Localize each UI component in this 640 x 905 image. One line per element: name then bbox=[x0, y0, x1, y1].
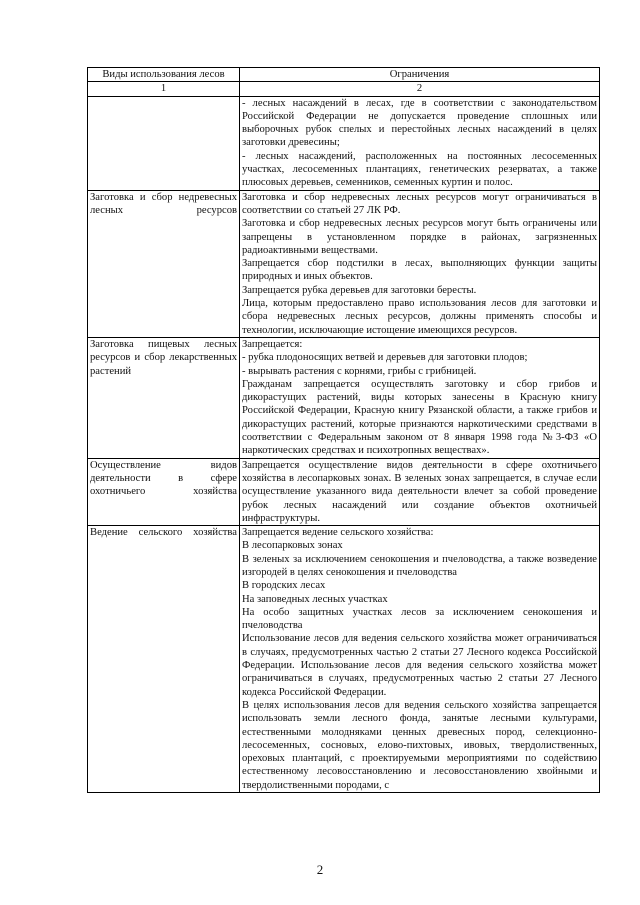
use-type-label: Осуществление видов деятельности в сфере охотничьего хозяйства bbox=[90, 459, 237, 498]
row-restrictions bbox=[240, 190, 600, 337]
table-row bbox=[88, 96, 600, 190]
table-header-row bbox=[88, 68, 600, 82]
page-number: 2 bbox=[316, 862, 324, 877]
paragraph: В зеленых за исключением сенокошения и пчеловодства, а также возведение изгородей в целях сенокошения и пчеловодства bbox=[242, 553, 597, 578]
column-number-row bbox=[88, 82, 600, 96]
row-use-type bbox=[88, 337, 240, 458]
row-use-type bbox=[88, 458, 240, 525]
row-restrictions bbox=[240, 96, 600, 190]
row-restrictions bbox=[240, 458, 600, 525]
row-restrictions bbox=[240, 526, 600, 793]
row-use-type bbox=[88, 96, 240, 190]
table-row bbox=[88, 337, 600, 458]
use-type-label: Заготовка пищевых лесных ресурсов и сбор лекарственных растений bbox=[90, 338, 237, 377]
paragraph: Гражданам запрещается осуществлять заготовку и сбор грибов и дикорастущих растений, виды которых занесены в Красную книгу Российской Федерации, Красную книгу Рязанской области, а также грибов и дикорастущих растений, которые признаются наркотическими средствами в соответствии с Федеральным законом от 8 января 1998 года №3-ФЗ «О наркотических средствах и психотропных веществах». bbox=[242, 378, 597, 457]
paragraph: На особо защитных участках лесов за исключением сенокошения и пчеловодства bbox=[242, 606, 597, 632]
paragraph: - вырывать растения с корнями, грибы с грибницей. bbox=[242, 365, 477, 377]
paragraph: На заповедных лесных участках bbox=[242, 593, 388, 605]
header-forest-use-types: Виды использования лесов bbox=[88, 68, 240, 82]
use-type-label: Заготовка и сбор недревесных лесных ресурсов bbox=[90, 191, 237, 216]
column-number-2: 2 bbox=[240, 82, 600, 96]
table-row bbox=[88, 458, 600, 525]
paragraph: Запрещается сбор подстилки в лесах, выполняющих функции защиты природных и иных объектов. bbox=[242, 258, 597, 283]
use-type-label: Ведение сельского хозяйства bbox=[90, 527, 237, 539]
paragraph: - лесных насаждений, расположенных на постоянных лесосеменных участках, лесосеменных плантациях, генетических резерватах, а также плюсовых деревьев, семенников, семенных куртин и полос. bbox=[242, 150, 597, 189]
paragraph: - лесных насаждений в лесах, где в соответствии с законодательством Российской Федерации не допускается проведение сплошных или выборочных рубок спелых и перестойных лесных насаждений в целях заготовки древесины; bbox=[242, 97, 597, 149]
paragraph: Заготовка и сбор недревесных лесных ресурсов могут ограничиваться в соответствии со статьей 27 ЛК РФ. bbox=[242, 191, 597, 216]
paragraph: Запрещается: bbox=[242, 338, 303, 350]
header-restrictions: Ограничения bbox=[240, 68, 600, 82]
paragraph: Запрещается ведение сельского хозяйства: bbox=[242, 527, 434, 539]
row-restrictions bbox=[240, 337, 600, 458]
table-row bbox=[88, 526, 600, 793]
paragraph: Заготовка и сбор недревесных лесных ресурсов могут быть ограничены или запрещены в установленном порядке в районах, загрязненных радиоактивными веществами. bbox=[242, 218, 597, 256]
column-number-1: 1 bbox=[88, 82, 240, 96]
paragraph: Лица, которым предоставлено право использования лесов для заготовки и сбора недревесных лесных ресурсов, должны применять способы и технологии, исключающие истощение имеющихся ресурсов. bbox=[242, 298, 597, 336]
paragraph: В целях использования лесов для ведения сельского хозяйства запрещается использовать земли лесного фонда, занятые лесными культурами, естественными молодняками ценных древесных пород, селекционно-лесосеменных, сосновых, елово-пихтовых, ивовых, твердолиственных, ореховых плантаций, с проектируемыми мероприятиями по содействию естественному лесовосстановлению и лесовосстановлению хвойными и твердолиственными породами, с bbox=[242, 699, 597, 791]
paragraph: - рубка плодоносящих ветвей и деревьев для заготовки плодов; bbox=[242, 352, 528, 364]
paragraph: Запрещается осуществление видов деятельности в сфере охотничьего хозяйства в лесопарковых зонах. В зеленых зонах запрещается, в случае если осуществление указанного вида деятельности влечет за собой проведение рубок лесных насаждений или создание объектов охотничьей инфраструктуры. bbox=[242, 459, 597, 524]
paragraph: Использование лесов для ведения сельского хозяйства может ограничиваться в случаях, предусмотренных частью 2 статьи 27 Лесного кодекса Российской Федерации. Использование лесов для ведения сельского хозяйства может ограничиваться в случаях, предусмотренных частью 2 статьи 27 Лесного кодекса Российской Федерации. bbox=[242, 633, 597, 698]
row-use-type bbox=[88, 190, 240, 337]
paragraph: Запрещается рубка деревьев для заготовки бересты. bbox=[242, 284, 477, 296]
row-use-type bbox=[88, 526, 240, 793]
paragraph: В лесопарковых зонах bbox=[242, 540, 343, 552]
table-row bbox=[88, 190, 600, 337]
paragraph: В городских лесах bbox=[242, 580, 326, 592]
restrictions-table bbox=[87, 67, 600, 793]
